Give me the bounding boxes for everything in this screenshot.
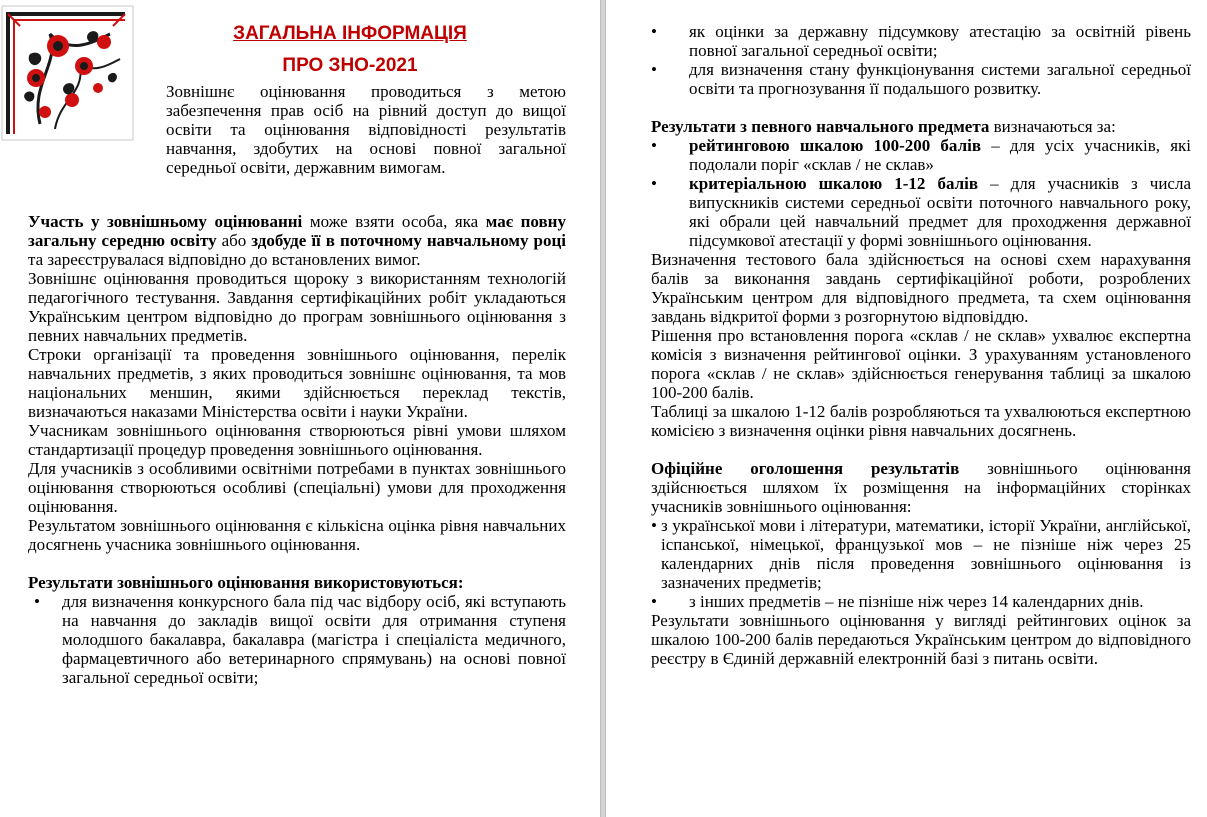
threshold-paragraph: Рішення про встановлення порога «склав / не склав» ухвалює експертна комісія з визначення рейтингової оцінки. З урахуванням установленого порога «склав / не склав» здійснюється генерування таблиці за шкалою 100-200 балів. xyxy=(651,326,1191,402)
transfer-paragraph: Результати зовнішнього оцінювання у вигляді рейтингових оцінок за шкалою 100-200 балів передаються Українським центром до відповідного реєстру в Єдиній державній електронній базі з питань освіти. xyxy=(651,611,1191,668)
intro-paragraph-block xyxy=(28,82,566,177)
list-item: • з української мови і літератури, математики, історії України, англійської, іспанської, німецької, французької мов – не пізніше ніж через 25 календарних днів після проведення зовнішнього оцінювання із зазначених предметів; xyxy=(651,516,1191,592)
bullet-icon: • xyxy=(651,592,657,611)
left-page xyxy=(0,0,600,817)
bullet-icon: • xyxy=(651,174,657,193)
right-column-body xyxy=(651,22,1191,668)
subject-results-heading: Результати з певного навчального предмета визначаються за: xyxy=(651,117,1116,136)
list-item: • як оцінки за державну підсумкову атестацію за освітній рівень повної загальної середньої освіти; xyxy=(651,22,1191,60)
title-line-2: ПРО ЗНО-2021 xyxy=(282,55,418,76)
list-item: • з інших предметів – не пізніше ніж через 14 календарних днів. xyxy=(651,592,1144,611)
page-title xyxy=(200,18,500,82)
title-line-1: ЗАГАЛЬНА ІНФОРМАЦІЯ xyxy=(233,23,467,44)
list-item: • рейтинговою шкалою 100-200 балів – для усіх учасників, які подолали поріг «склав / не склав» xyxy=(651,136,1192,174)
list-item: • критеріальною шкалою 1-12 балів – для учасників з числа випускників системи середньої освіти поточного навчального року, які обрали цей навчальний предмет для проходження державної підсумкової атестації у формі зовнішнього оцінювання. xyxy=(651,174,1192,250)
right-page xyxy=(606,0,1207,817)
tables-paragraph: Таблиці за шкалою 1-12 балів розробляються та ухвалюються експертною комісією з визначення оцінки рівня навчальних досягнень. xyxy=(651,402,1191,440)
official-announcement-paragraph: Офіційне оголошення результатів зовнішнього оцінювання здійснюється шляхом їх розміщення на інформаційних сторінках учасників зовнішнього оцінювання: xyxy=(651,459,1191,516)
special-needs-paragraph: Для учасників з особливими освітніми потребами в пунктах зовнішнього оцінювання створюються особливі (спеціальні) умови для проходження оцінювання. xyxy=(28,459,566,516)
bullet-icon: • xyxy=(651,516,657,535)
list-item: • для визначення конкурсного бала під час відбору осіб, які вступають на навчання до закладів вищої освіти для отримання ступеня молодшого бакалавра, бакалавра (магістра і спеціаліста медичного, фармацевтичного або ветеринарного спрямувань) на основі повної загальної середньої освіти; xyxy=(28,592,566,687)
test-score-paragraph: Визначення тестового бала здійснюється на основі схем нарахування балів за виконання завдань сертифікаційної роботи, розроблених Українським центром для відповідного предмета, та схем оцінювання завдань відкритої форми з розгорнутою відповіддю. xyxy=(651,250,1191,326)
equal-conditions-paragraph: Учасникам зовнішнього оцінювання створюються рівні умови шляхом стандартизації процедур проведення зовнішнього оцінювання. xyxy=(28,421,566,459)
participation-paragraph: Участь у зовнішньому оцінюванні може взяти особа, яка має повну загальну середню освіту або здобуде її в поточному навчальному році та зареєструвалася відповідно до встановлених вимог. xyxy=(28,212,566,269)
annual-paragraph: Зовнішнє оцінювання проводиться щороку з використанням технологій педагогічного тестування. Завдання сертифікаційних робіт укладаються Українським центром відповідно до програм зовнішнього оцінювання з певних навчальних предметів. xyxy=(28,269,566,345)
bullet-icon: • xyxy=(651,136,657,155)
list-item: • для визначення стану функціонування системи загальної середньої освіти та прогнозування її подальшого розвитку. xyxy=(651,60,1191,98)
bullet-icon: • xyxy=(651,22,657,41)
bullet-icon: • xyxy=(651,60,657,79)
left-column-body xyxy=(28,212,566,687)
result-paragraph: Результатом зовнішнього оцінювання є кількісна оцінка рівня навчальних досягнень учасника зовнішнього оцінювання. xyxy=(28,516,566,554)
terms-paragraph: Строки організації та проведення зовнішнього оцінювання, перелік навчальних предметів, з яких проводиться зовнішнє оцінювання, та мов національних меншин, якими здійснюється переклад текстів, визначаються наказами Міністерства освіти і науки України. xyxy=(28,345,566,421)
usage-heading: Результати зовнішнього оцінювання використовуються: xyxy=(28,573,464,592)
intro-paragraph: Зовнішнє оцінювання проводиться з метою забезпечення прав осіб на рівний доступ до вищої освіти та оцінювання відповідності результатів навчання, здобутих на основі повної загальної середньої освіти, державним вимогам. xyxy=(166,82,566,177)
bullet-icon: • xyxy=(34,592,40,611)
